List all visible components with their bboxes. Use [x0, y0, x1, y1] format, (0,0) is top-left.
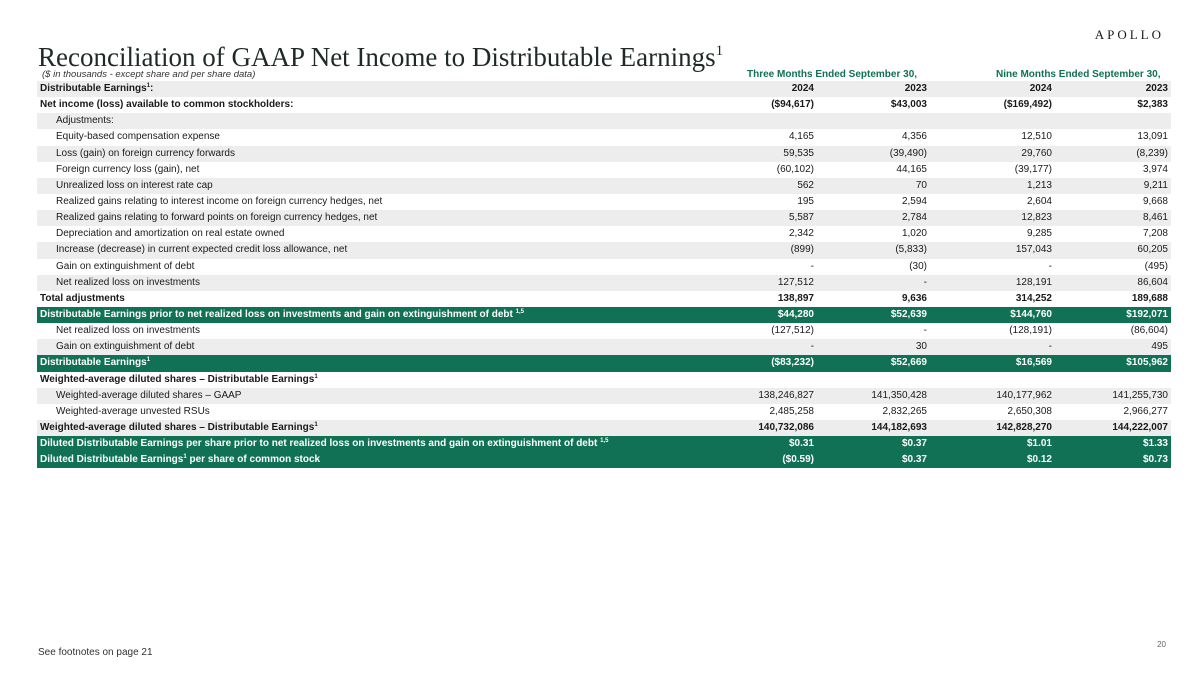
row-value: 60,205: [1055, 242, 1171, 258]
row-value: $192,071: [1055, 307, 1171, 323]
row-value: (60,102): [700, 162, 817, 178]
row-value: [700, 372, 817, 388]
row-value: 13,091: [1055, 129, 1171, 145]
row-value: 1,020: [817, 226, 930, 242]
row-value: $144,760: [930, 307, 1055, 323]
row-value: $2,383: [1055, 97, 1171, 113]
table-row: [37, 81, 1171, 97]
table-row: [37, 275, 1171, 291]
table-row: [37, 113, 1171, 129]
row-label: Adjustments:: [37, 113, 700, 129]
row-value: $1.33: [1055, 436, 1171, 452]
units-subtitle: ($ in thousands - except share and per share data): [42, 69, 256, 80]
row-value: 4,356: [817, 129, 930, 145]
table-row: [37, 97, 1171, 113]
row-value: 138,897: [700, 291, 817, 307]
row-value: (899): [700, 242, 817, 258]
table-row: [37, 420, 1171, 436]
row-value: -: [930, 259, 1055, 275]
table-row: [37, 388, 1171, 404]
row-value: 9,285: [930, 226, 1055, 242]
table-row: [37, 436, 1171, 452]
footnote-marker: 1: [314, 373, 318, 380]
row-label: Gain on extinguishment of debt: [37, 339, 700, 355]
row-value: (128,191): [930, 323, 1055, 339]
row-value: 127,512: [700, 275, 817, 291]
table-row: [37, 162, 1171, 178]
title-footnote-marker: 1: [715, 43, 724, 59]
row-value: 140,177,962: [930, 388, 1055, 404]
row-value: 141,350,428: [817, 388, 930, 404]
footnote-reference: See footnotes on page 21: [38, 647, 153, 658]
nine-months-header: Nine Months Ended September 30,: [996, 69, 1161, 80]
row-value: $1.01: [930, 436, 1055, 452]
row-label: Foreign currency loss (gain), net: [37, 162, 700, 178]
row-value: 4,165: [700, 129, 817, 145]
row-value: $0.73: [1055, 452, 1171, 468]
row-value: 157,043: [930, 242, 1055, 258]
reconciliation-table: [37, 81, 1171, 468]
row-value: 2,650,308: [930, 404, 1055, 420]
row-value: 2024: [700, 81, 817, 97]
row-value: (86,604): [1055, 323, 1171, 339]
row-value: ($169,492): [930, 97, 1055, 113]
page-number: 20: [1157, 640, 1166, 649]
row-value: (8,239): [1055, 146, 1171, 162]
row-label: Total adjustments: [37, 291, 700, 307]
row-label: Net realized loss on investments: [37, 275, 700, 291]
row-label: Weighted-average unvested RSUs: [37, 404, 700, 420]
row-value: (127,512): [700, 323, 817, 339]
row-value: 2,966,277: [1055, 404, 1171, 420]
table-row: [37, 339, 1171, 355]
row-value: ($0.59): [700, 452, 817, 468]
row-value: $16,569: [930, 355, 1055, 371]
row-value: 142,828,270: [930, 420, 1055, 436]
row-value: 128,191: [930, 275, 1055, 291]
row-value: 12,823: [930, 210, 1055, 226]
row-value: 2,342: [700, 226, 817, 242]
row-value: -: [930, 339, 1055, 355]
row-value: [817, 372, 930, 388]
row-label: Unrealized loss on interest rate cap: [37, 178, 700, 194]
table-row: [37, 210, 1171, 226]
table-row: [37, 146, 1171, 162]
row-value: 2,604: [930, 194, 1055, 210]
row-label: Net realized loss on investments: [37, 323, 700, 339]
table-row: [37, 178, 1171, 194]
row-value: 9,211: [1055, 178, 1171, 194]
row-label: Diluted Distributable Earnings$^1$ per share of common stock: [37, 452, 700, 468]
footnote-marker: 1: [146, 357, 151, 364]
row-value: $0.31: [700, 436, 817, 452]
row-label: Depreciation and amortization on real estate owned: [37, 226, 700, 242]
row-value: 2,832,265: [817, 404, 930, 420]
table-row: [37, 226, 1171, 242]
row-value: 314,252: [930, 291, 1055, 307]
page-title: Reconciliation of GAAP Net Income to Distributable Earnings$^1$: [38, 42, 724, 72]
table-row: [37, 291, 1171, 307]
footnote-marker: 1: [183, 454, 187, 461]
row-value: (30): [817, 259, 930, 275]
table-row: [37, 307, 1171, 323]
row-label: Diluted Distributable Earnings per share prior to net realized loss on investments and gain on extinguishment of debt $^{1,5}$: [37, 436, 700, 452]
row-label: Net income (loss) available to common stockholders:: [37, 97, 700, 113]
row-label: Loss (gain) on foreign currency forwards: [37, 146, 700, 162]
row-label: Weighted-average diluted shares – Distributable Earnings$^1$: [37, 420, 700, 436]
row-value: ($83,232): [700, 355, 817, 371]
row-value: 189,688: [1055, 291, 1171, 307]
row-value: 2,784: [817, 210, 930, 226]
row-value: 2,594: [817, 194, 930, 210]
row-label: Distributable Earnings$^1$: [37, 355, 700, 371]
row-value: [1055, 372, 1171, 388]
row-value: 30: [817, 339, 930, 355]
apollo-logo: APOLLO: [1094, 27, 1164, 42]
footnote-marker: 1: [314, 422, 318, 429]
row-value: (495): [1055, 259, 1171, 275]
row-label: Gain on extinguishment of debt: [37, 259, 700, 275]
row-value: 9,636: [817, 291, 930, 307]
row-label: Weighted-average diluted shares – GAAP: [37, 388, 700, 404]
row-label: Realized gains relating to interest income on foreign currency hedges, net: [37, 194, 700, 210]
row-value: [930, 372, 1055, 388]
row-value: 562: [700, 178, 817, 194]
footnote-marker: 1,5: [600, 438, 609, 445]
row-value: 29,760: [930, 146, 1055, 162]
row-value: $52,669: [817, 355, 930, 371]
row-value: 3,974: [1055, 162, 1171, 178]
row-value: 140,732,086: [700, 420, 817, 436]
row-value: 2023: [1055, 81, 1171, 97]
table-row: [37, 194, 1171, 210]
row-label: Equity-based compensation expense: [37, 129, 700, 145]
row-value: (39,177): [930, 162, 1055, 178]
row-value: 2024: [930, 81, 1055, 97]
row-value: ($94,617): [700, 97, 817, 113]
row-value: $0.37: [817, 436, 930, 452]
row-value: 138,246,827: [700, 388, 817, 404]
row-label: Weighted-average diluted shares – Distributable Earnings$^1$: [37, 372, 700, 388]
row-value: 195: [700, 194, 817, 210]
row-value: [817, 113, 930, 129]
table-row: [37, 372, 1171, 388]
three-months-header: Three Months Ended September 30,: [747, 69, 918, 80]
row-value: 141,255,730: [1055, 388, 1171, 404]
table-row: [37, 323, 1171, 339]
row-value: 144,182,693: [817, 420, 930, 436]
row-value: 70: [817, 178, 930, 194]
row-label: Distributable Earnings$^1$:: [37, 81, 700, 97]
row-value: 12,510: [930, 129, 1055, 145]
footnote-marker: 1: [146, 83, 151, 90]
footnote-marker: 1,5: [515, 309, 524, 316]
row-value: [930, 113, 1055, 129]
row-value: [700, 113, 817, 129]
row-value: [1055, 113, 1171, 129]
row-value: $44,280: [700, 307, 817, 323]
row-value: 495: [1055, 339, 1171, 355]
row-value: 7,208: [1055, 226, 1171, 242]
table-row: [37, 242, 1171, 258]
table-row: [37, 452, 1171, 468]
row-value: 59,535: [700, 146, 817, 162]
table-row: [37, 129, 1171, 145]
row-value: 8,461: [1055, 210, 1171, 226]
row-value: $0.37: [817, 452, 930, 468]
row-value: -: [700, 339, 817, 355]
table-row: [37, 259, 1171, 275]
row-value: (39,490): [817, 146, 930, 162]
table-row: [37, 404, 1171, 420]
row-value: -: [817, 323, 930, 339]
row-label: Increase (decrease) in current expected credit loss allowance, net: [37, 242, 700, 258]
row-value: -: [817, 275, 930, 291]
row-value: -: [700, 259, 817, 275]
row-value: 86,604: [1055, 275, 1171, 291]
row-value: 1,213: [930, 178, 1055, 194]
row-value: $52,639: [817, 307, 930, 323]
row-value: 144,222,007: [1055, 420, 1171, 436]
row-value: $43,003: [817, 97, 930, 113]
row-value: 2023: [817, 81, 930, 97]
row-value: 5,587: [700, 210, 817, 226]
row-label: Realized gains relating to forward points on foreign currency hedges, net: [37, 210, 700, 226]
row-value: 44,165: [817, 162, 930, 178]
row-value: 2,485,258: [700, 404, 817, 420]
row-value: (5,833): [817, 242, 930, 258]
table-row: [37, 355, 1171, 371]
row-value: $105,962: [1055, 355, 1171, 371]
row-label: Distributable Earnings prior to net realized loss on investments and gain on extinguishment of debt $^{1,5}$: [37, 307, 700, 323]
row-value: 9,668: [1055, 194, 1171, 210]
row-value: $0.12: [930, 452, 1055, 468]
